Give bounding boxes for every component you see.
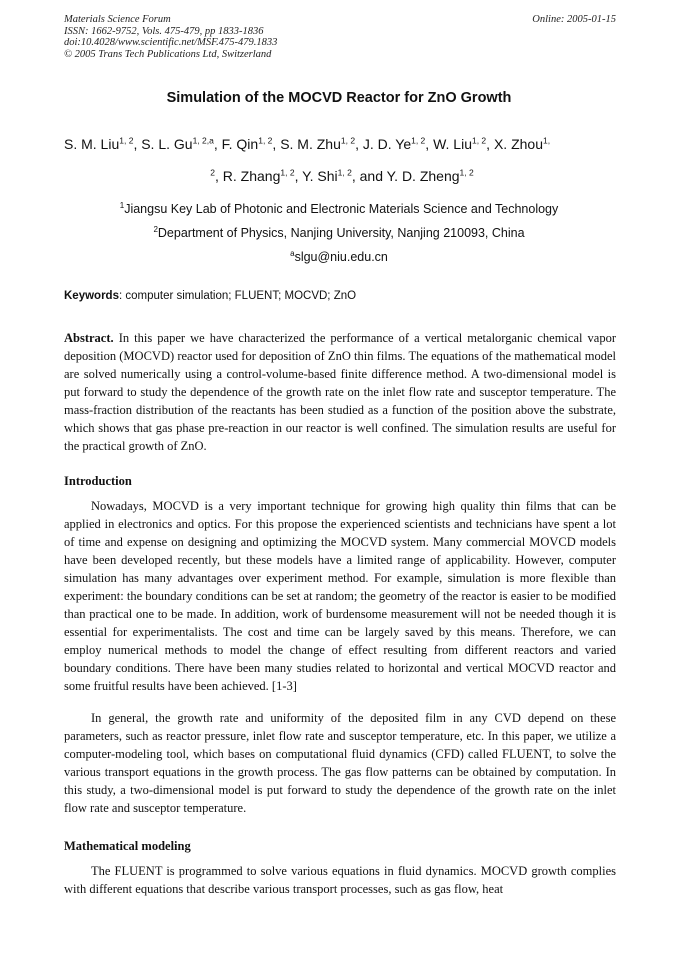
author-name: S. M. Zhu xyxy=(280,136,341,152)
copyright-line: © 2005 Trans Tech Publications Ltd, Switzerland xyxy=(64,48,272,60)
online-date: Online: 2005-01-15 xyxy=(532,14,616,25)
author-affil-sup: 1, 2 xyxy=(280,167,295,178)
author-name: Y. Shi xyxy=(302,168,338,184)
author-name: R. Zhang xyxy=(222,168,281,184)
author-affil-sup: 2 xyxy=(210,167,216,178)
affiliation-text: Department of Physics, Nanjing University, Nanjing 210093, China xyxy=(157,226,525,240)
modeling-paragraph-1: The FLUENT is programmed to solve various equations in fluid dynamics. MOCVD growth complies with different equations that describe various transport processes, such as gas flow, heat xyxy=(64,864,616,896)
abstract xyxy=(64,329,616,455)
author-name: S. L. Gu xyxy=(141,136,193,152)
affiliation-2 xyxy=(0,226,678,240)
author-line-2 xyxy=(64,160,620,192)
author-list xyxy=(64,128,620,192)
affiliation-text: Jiangsu Key Lab of Photonic and Electronic Materials Science and Technology xyxy=(124,202,559,216)
author-affil-sup: 1, 2 xyxy=(471,135,487,146)
author-separator: , and xyxy=(351,168,387,184)
author-separator: , xyxy=(272,136,281,152)
author-name: J. D. Ye xyxy=(362,136,412,152)
author-affil-sup: 1, 2 xyxy=(411,135,426,146)
abstract-text: In this paper we have characterized the performance of a vertical metalorganic chemical vapor deposition (MOCVD) reactor used for deposition of ZnO thin films. The equations of the mathematical model are solved numerically using a control-volume-based finite difference method. A two-dimensional model is put forward to study the dependence of the growth rate on the inlet flow rate and susceptor temperature. The mass-fraction distribution of the reactants has been studied as a function of the position above the substrate, which shows that gas phase pre-reaction in our reactor is well confined. The simulation results are useful for the practical growth of ZnO. xyxy=(64,331,616,453)
author-name: X. Zhou xyxy=(493,136,543,152)
author-separator: , xyxy=(213,136,222,152)
author-affil-sup: 1, 2 xyxy=(337,167,352,178)
author-name: F. Qin xyxy=(221,136,259,152)
email-text: slgu@niu.edu.cn xyxy=(294,250,388,264)
author-separator: , xyxy=(294,168,303,184)
journal-name: Materials Science Forum xyxy=(64,14,171,25)
issn-line: ISSN: 1662-9752, Vols. 475-479, pp 1833-1836 xyxy=(64,25,264,37)
author-affil-sup: 1, 2 xyxy=(258,135,273,146)
doi-line: doi:10.4028/www.scientific.net/MSF.475-479.1833 xyxy=(64,37,278,48)
author-email xyxy=(0,250,678,264)
section-heading-modeling: Mathematical modeling xyxy=(64,839,191,853)
author-separator: , xyxy=(425,136,434,152)
affiliation-sup: 1 xyxy=(119,200,125,210)
affiliation-sup: 2 xyxy=(153,224,158,234)
author-affil-sup: 1, 2 xyxy=(340,135,356,146)
author-affil-sup: 1, 2 xyxy=(119,135,134,146)
author-line-1 xyxy=(64,128,620,160)
author-name: Y. D. Zheng xyxy=(386,168,460,184)
author-affil-sup: 1, xyxy=(542,135,551,146)
paper-title: Simulation of the MOCVD Reactor for ZnO Growth xyxy=(166,90,512,106)
affiliation-1 xyxy=(0,202,678,216)
author-affil-sup: 1, 2 xyxy=(459,167,474,178)
author-name: S. M. Liu xyxy=(64,136,120,152)
introduction-paragraph-2: In general, the growth rate and uniformity of the deposited film in any CVD depend on these parameters, such as reactor pressure, inlet flow rate and susceptor temperature, etc. In this paper, we utilize a computer-modeling tool, which bases on computational fluid dynamics (CFD) called FLUENT, to solve the various transport equations in the growth process. The gas flow patterns can be obtained by computation. In this study, a two-dimensional model is put forward to study the dependence of the growth rate on the inlet flow rate and susceptor temperature. xyxy=(64,711,616,815)
author-separator: , xyxy=(486,136,494,152)
keywords-text: : computer simulation; FLUENT; MOCVD; ZnO xyxy=(118,290,357,302)
section-heading-introduction: Introduction xyxy=(64,474,132,488)
author-separator: , xyxy=(215,168,223,184)
journal-header xyxy=(64,14,616,60)
author-affil-sup: 1, 2,a xyxy=(192,135,214,146)
email-sup: a xyxy=(290,248,295,258)
keywords-label: Keywords xyxy=(64,290,119,302)
keywords xyxy=(64,290,616,302)
author-name: W. Liu xyxy=(433,136,472,152)
author-separator: , xyxy=(355,136,363,152)
abstract-label: Abstract. xyxy=(64,331,114,345)
author-separator: , xyxy=(133,136,142,152)
introduction-paragraph-1: Nowadays, MOCVD is a very important technique for growing high quality thin films that can be applied in electronics and optics. For this propose the experienced scientists and technicians have spent a lot of time and expense on designing and optimizing the MOCVD system. Many commercial MOVCD models have been developed recently, but these models have a limited range of applicability. However, computer simulation has many advantages over experiment method. For example, simulation is more flexible than experiment: the boundary conditions can be set at random; the geometry of the reactor is easier to be modified than practical one to be made. In addition, work of burdensome measurement will not be needed though it is essential for experimentalists. The cost and time can be largely saved by this means. Therefore, we can employ numerical methods to model the change of effect resulting from different reactors and varied boundary conditions. There have been many studies related to horizontal and vertical MOCVD reactor and some fruitful results have been achieved. [1-3] xyxy=(64,499,616,693)
